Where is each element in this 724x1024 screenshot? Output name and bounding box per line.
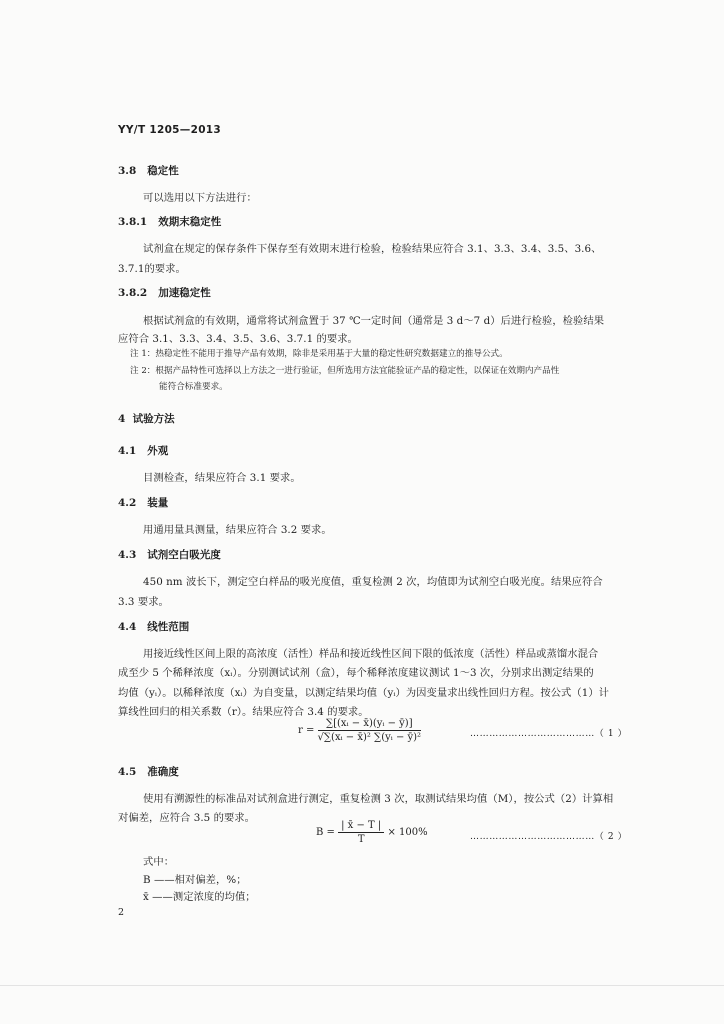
paragraph-line: 应符合 3.1、3.3、3.4、3.5、3.6、3.7.1 的要求。 (118, 333, 358, 345)
formula-1 (298, 718, 421, 743)
paragraph-line: 算线性回归的相关系数（r）。结果应符合 3.4 的要求。 (118, 706, 369, 718)
section-4-5-heading (118, 764, 179, 779)
paragraph-line: 450 nm 波长下，测定空白样品的吸光度值，重复检测 2 次，均值即为试剂空白吸光度。结果应符合 (143, 576, 603, 588)
paragraph-line: 对偏差，应符合 3.5 的要求。 (118, 812, 255, 824)
formula-1-label: …………………………………（ 1 ） (470, 729, 628, 739)
section-number: 4 (118, 413, 126, 425)
definition-b: B ——相对偏差，%； (143, 874, 247, 886)
section-number: 4.2 (118, 497, 137, 509)
section-number: 3.8.2 (118, 287, 148, 299)
section-number: 4.3 (118, 549, 137, 561)
paragraph-line: 成至少 5 个稀释浓度（xᵢ）。分别测试试剂（盒），每个稀释浓度建议测试 1～3 次，分别求出测定结果的 (118, 667, 594, 679)
paragraph-line: 根据试剂盒的有效期，通常将试剂盒置于 37 ℃一定时间（通常是 3 d～7 d）后进行检验，检验结果 (143, 315, 605, 327)
page-bottom-edge (0, 985, 724, 986)
section-3-8-1-heading (118, 214, 221, 229)
formula-fraction (318, 718, 422, 743)
section-title: 试剂空白吸光度 (147, 549, 221, 561)
paragraph-line: 3.3 要求。 (118, 596, 169, 608)
section-4-2-heading (118, 495, 168, 510)
formula-lhs: r = (298, 725, 315, 736)
formula-2 (316, 820, 428, 845)
paragraph-line: 使用有溯源性的标准品对试剂盒进行测定，重复检测 3 次，取测试结果均值（M），按公式（2）计算相 (143, 793, 614, 805)
section-number: 4.1 (118, 445, 137, 457)
section-3-8-heading (118, 163, 179, 178)
section-title: 效期末稳定性 (158, 216, 222, 228)
section-number: 4.5 (118, 766, 137, 778)
section-number: 4.4 (118, 621, 137, 633)
section-4-1-heading (118, 443, 168, 458)
section-title: 准确度 (147, 766, 179, 778)
formula-2-label: …………………………………（ 2 ） (470, 832, 628, 842)
definition-x: x̄ ——测定浓度的均值； (143, 891, 256, 903)
formula-denominator: √∑(xᵢ − x̄)² ∑(yᵢ − ȳ)² (317, 732, 422, 743)
formula-numerator: | x̄ − T | (338, 820, 384, 833)
section-number: 3.8.1 (118, 216, 148, 228)
page-number: 2 (118, 907, 125, 918)
section-4-4-heading (118, 619, 189, 634)
note-1: 注 1：热稳定性不能用于推导产品有效期，除非是采用基于大量的稳定性研究数据建立的推导公式。 (130, 349, 508, 359)
section-4-heading (118, 411, 175, 426)
section-title: 线性范围 (147, 621, 190, 633)
note-2-line: 能符合标准要求。 (159, 382, 228, 392)
formula-denominator: T (357, 834, 365, 845)
formula-fraction (338, 820, 384, 845)
section-title: 稳定性 (147, 165, 179, 177)
paragraph-line: 试剂盒在规定的保存条件下保存至有效期末进行检验，检验结果应符合 3.1、3.3、3.4、3.5、3.6、 (143, 243, 602, 255)
paragraph: 可以选用以下方法进行： (143, 192, 257, 204)
formula-rhs: × 100% (387, 827, 428, 838)
standard-code-header: YY/T 1205—2013 (118, 124, 222, 136)
paragraph-line: 3.7.1的要求。 (118, 263, 186, 275)
section-title: 加速稳定性 (158, 287, 211, 299)
paragraph-line: 用接近线性区间上限的高浓度（活性）样品和接近线性区间下限的低浓度（活性）样品或蒸馏水混合 (143, 648, 599, 660)
section-title: 外观 (147, 445, 169, 457)
note-2-line: 注 2：根据产品特性可选择以上方法之一进行验证，但所选用方法宜能验证产品的稳定性，以保证在效期内产品性 (130, 366, 560, 376)
paragraph: 用通用量具测量，结果应符合 3.2 要求。 (143, 524, 332, 536)
section-title: 试验方法 (132, 413, 175, 425)
formula-numerator: ∑[(xᵢ − x̄)(yᵢ − ȳ)] (318, 718, 422, 731)
paragraph-line: 均值（yᵢ）。以稀释浓度（xᵢ）为自变量，以测定结果均值（yᵢ）为因变量求出线性回归方程。按公式（1）计 (118, 687, 610, 699)
section-4-3-heading (118, 547, 221, 562)
section-number: 3.8 (118, 165, 137, 177)
formula-lhs: B = (316, 827, 335, 838)
section-3-8-2-heading (118, 285, 211, 300)
paragraph: 目测检查，结果应符合 3.1 要求。 (143, 472, 301, 484)
section-title: 装量 (147, 497, 169, 509)
where-label: 式中： (143, 856, 175, 868)
